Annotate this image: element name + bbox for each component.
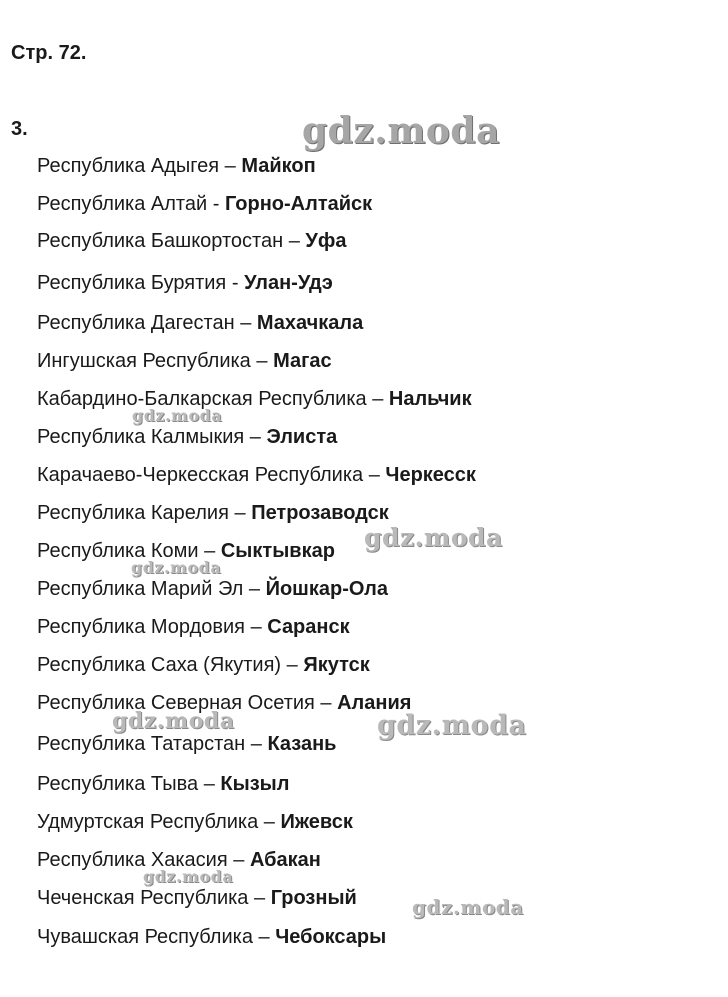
- capital-name: Алания: [337, 692, 412, 714]
- region-name: Республика Татарстан: [37, 733, 246, 755]
- list-item: [37, 387, 472, 411]
- list-item: [37, 691, 411, 715]
- capital-name: Якутск: [303, 654, 370, 676]
- region-name: Республика Карелия: [37, 502, 229, 524]
- watermark: gdz.moda: [377, 710, 527, 741]
- separator: –: [240, 312, 252, 334]
- watermark: gdz.moda: [143, 867, 234, 886]
- list-item: [37, 810, 353, 834]
- region-name: Республика Бурятия: [37, 272, 227, 294]
- separator: –: [249, 426, 261, 448]
- separator: –: [368, 464, 380, 486]
- region-name: Республика Марий Эл: [37, 578, 244, 600]
- region-name: Республика Калмыкия: [37, 426, 245, 448]
- separator: –: [320, 692, 332, 714]
- capital-name: Грозный: [270, 887, 357, 909]
- separator: -: [231, 272, 239, 294]
- separator: –: [233, 849, 245, 871]
- separator: –: [288, 230, 300, 252]
- capital-name: Абакан: [249, 849, 321, 871]
- list-item: [37, 349, 332, 373]
- capital-name: Кызыл: [220, 773, 290, 795]
- capital-name: Махачкала: [256, 312, 364, 334]
- watermark: gdz.moda: [364, 523, 503, 552]
- watermark: gdz.moda: [302, 110, 500, 152]
- watermark: gdz.moda: [112, 708, 235, 734]
- list-item: [37, 154, 316, 178]
- list-item: [37, 425, 337, 449]
- list-item: [37, 192, 372, 216]
- watermark: gdz.moda: [132, 406, 223, 425]
- list-item: [37, 577, 388, 601]
- separator: –: [203, 773, 215, 795]
- region-name: Республика Коми: [37, 540, 199, 562]
- region-name: Чеченская Республика: [37, 887, 249, 909]
- list-item: [37, 539, 335, 563]
- separator: –: [372, 388, 384, 410]
- capital-name: Сыктывкар: [220, 540, 335, 562]
- list-item: [37, 271, 333, 295]
- separator: –: [250, 616, 262, 638]
- list-item: [37, 848, 321, 872]
- list-item: [37, 311, 363, 335]
- task-number: 3.: [11, 118, 28, 140]
- list-item: [37, 501, 389, 525]
- capital-name: Йошкар-Ола: [265, 578, 388, 600]
- capital-name: Нальчик: [388, 388, 472, 410]
- capital-name: Петрозаводск: [251, 502, 389, 524]
- watermark: gdz.moda: [412, 895, 524, 919]
- capital-name: Элиста: [266, 426, 338, 448]
- list-item: [37, 925, 386, 949]
- capital-name: Чебоксары: [275, 926, 387, 948]
- list-item: [37, 615, 350, 639]
- list-item: [37, 732, 336, 756]
- page-heading: Стр. 72.: [11, 42, 87, 64]
- region-name: Республика Северная Осетия: [37, 692, 315, 714]
- separator: –: [256, 350, 268, 372]
- separator: –: [286, 654, 298, 676]
- region-name: Кабардино-Балкарская Республика: [37, 388, 367, 410]
- region-name: Республика Дагестан: [37, 312, 235, 334]
- capital-name: Уфа: [305, 230, 347, 252]
- separator: –: [254, 887, 266, 909]
- region-name: Ингушская Республика: [37, 350, 251, 372]
- separator: –: [258, 926, 270, 948]
- separator: –: [234, 502, 246, 524]
- capital-name: Саранск: [267, 616, 350, 638]
- region-name: Республика Мордовия: [37, 616, 245, 638]
- region-name: Республика Саха (Якутия): [37, 654, 282, 676]
- list-item: [37, 772, 289, 796]
- region-name: Чувашская Республика: [37, 926, 253, 948]
- capital-name: Горно-Алтайск: [224, 193, 373, 215]
- capital-name: Ижевск: [280, 811, 353, 833]
- separator: –: [263, 811, 275, 833]
- watermark: gdz.moda: [131, 558, 222, 577]
- region-name: Республика Адыгея: [37, 155, 220, 177]
- capital-name: Черкесск: [385, 464, 476, 486]
- list-item: [37, 463, 476, 487]
- region-name: Республика Алтай: [37, 193, 208, 215]
- separator: –: [250, 733, 262, 755]
- region-name: Республика Башкортостан: [37, 230, 284, 252]
- capital-name: Казань: [267, 733, 337, 755]
- list-item: [37, 886, 357, 910]
- capital-name: Майкоп: [241, 155, 316, 177]
- list-item: [37, 653, 370, 677]
- separator: –: [224, 155, 236, 177]
- region-name: Удмуртская Республика: [37, 811, 259, 833]
- separator: –: [204, 540, 216, 562]
- capital-name: Магас: [273, 350, 332, 372]
- separator: –: [248, 578, 261, 600]
- list-item: [37, 229, 346, 253]
- separator: -: [212, 193, 220, 215]
- region-name: Карачаево-Черкесская Республика: [37, 464, 364, 486]
- region-name: Республика Хакасия: [37, 849, 228, 871]
- region-name: Республика Тыва: [37, 773, 199, 795]
- capital-name: Улан-Удэ: [244, 272, 333, 294]
